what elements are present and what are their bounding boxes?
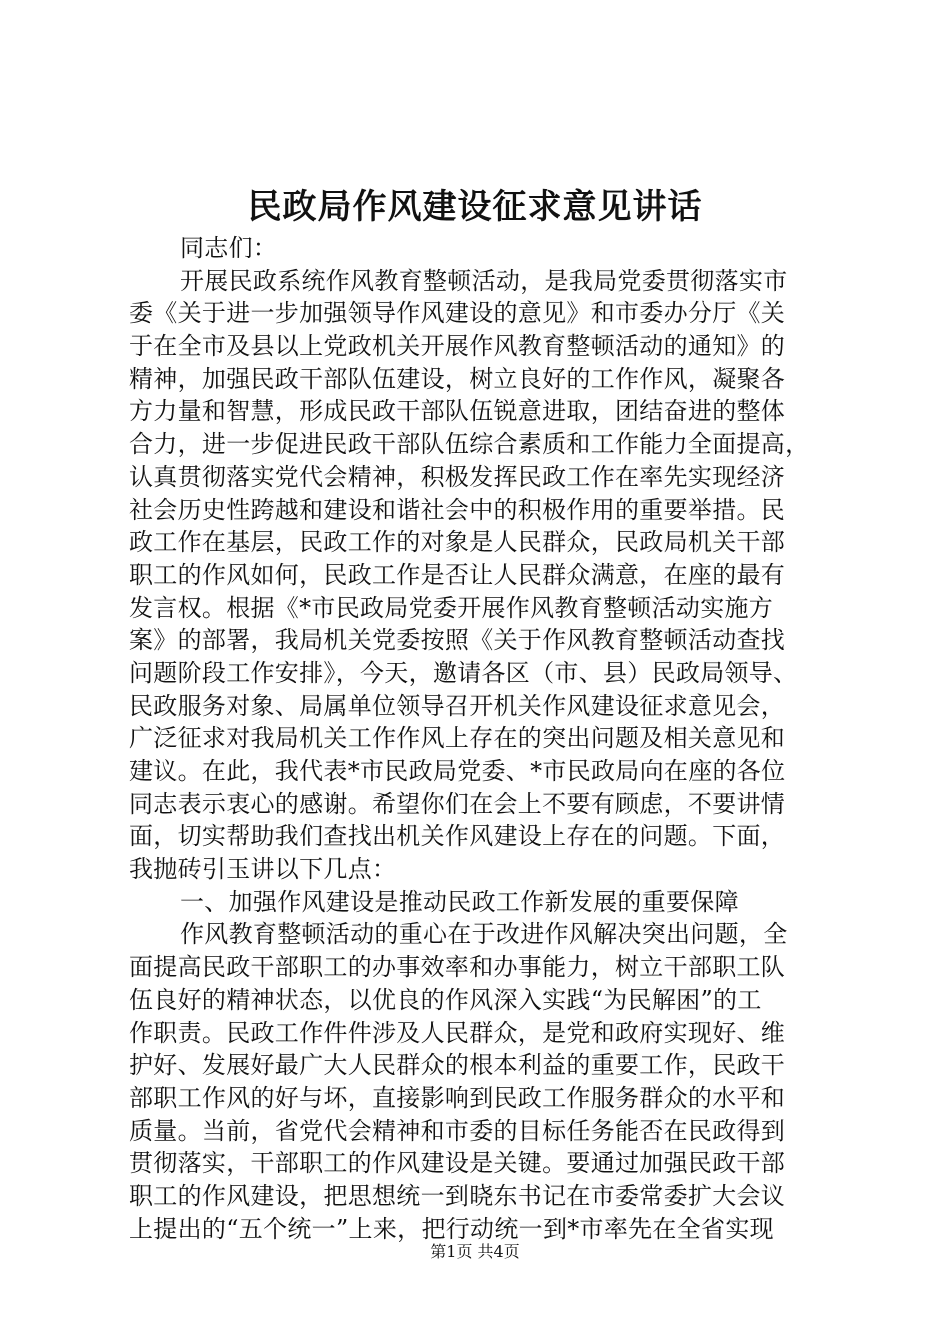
body-line: 伍良好的精神状态，以优良的作风深入实践“为民解困”的工: [129, 985, 762, 1014]
body-line: 于在全市及县以上党政机关开展作风教育整顿活动的通知》的: [129, 332, 786, 361]
body-line: 民政服务对象、局属单位领导召开机关作风建设征求意见会，: [129, 691, 786, 720]
body-line: 我抛砖引玉讲以下几点：: [129, 855, 397, 884]
body-line: 合力，进一步促进民政干部队伍综合素质和工作能力全面提高，: [129, 430, 810, 459]
document-body: [129, 232, 829, 1245]
body-line: 职工的作风如何，民政工作是否让人民群众满意，在座的最有: [129, 560, 786, 589]
body-line: 认真贯彻落实党代会精神，积极发挥民政工作在率先实现经济: [129, 462, 786, 491]
body-line: 面，切实帮助我们查找出机关作风建设上存在的问题。下面，: [129, 822, 786, 851]
document-title: 民政局作风建设征求意见讲话: [247, 187, 703, 227]
body-line: 政工作在基层，民政工作的对象是人民群众，民政局机关干部: [129, 528, 786, 557]
body-line: 同志表示衷心的感谢。希望你们在会上不要有顾虑，不要讲情: [129, 789, 786, 818]
body-line: 质量。当前，省党代会精神和市委的目标任务能否在民政得到: [129, 1116, 786, 1145]
page-footer: 第1页 共4页: [430, 1242, 520, 1261]
body-line: 职工的作风建设，把思想统一到晓东书记在市委常委扩大会议: [129, 1181, 786, 1210]
body-line: 作职责。民政工作件件涉及人民群众，是党和政府实现好、维: [129, 1018, 786, 1047]
body-line: 委《关于进一步加强领导作风建设的意见》和市委办分厅《关: [129, 299, 786, 328]
body-line: 贯彻落实，干部职工的作风建设是关键。要通过加强民政干部: [129, 1149, 786, 1178]
body-line: 上提出的“五个统一”上来，把行动统一到*市率先在全省实现: [129, 1214, 774, 1243]
body-line: 问题阶段工作安排》，今天，邀请各区（市、县）民政局领导、: [129, 658, 798, 687]
body-line: 方力量和智慧，形成民政干部队伍锐意进取，团结奋进的整体: [129, 397, 786, 426]
body-line: 同志们：: [180, 234, 278, 262]
body-line: 部职工作风的好与坏，直接影响到民政工作服务群众的水平和: [129, 1083, 786, 1112]
body-line: 一、加强作风建设是推动民政工作新发展的重要保障: [180, 887, 739, 916]
body-line: 广泛征求对我局机关工作作风上存在的突出问题及相关意见和: [129, 724, 786, 753]
body-line: 护好、发展好最广大人民群众的根本利益的重要工作，民政干: [129, 1051, 786, 1080]
body-line: 开展民政系统作风教育整顿活动，是我局党委贯彻落实市: [180, 266, 788, 295]
body-line: 建议。在此，我代表*市民政局党委、*市民政局向在座的各位: [129, 757, 786, 785]
body-line: 面提高民政干部职工的办事效率和办事能力，树立干部职工队: [129, 953, 786, 982]
body-line: 案》的部署，我局机关党委按照《关于作风教育整顿活动查找: [129, 626, 786, 655]
body-line: 社会历史性跨越和建设和谐社会中的积极作用的重要举措。民: [129, 495, 786, 524]
body-line: 作风教育整顿活动的重心在于改进作风解决突出问题，全: [180, 920, 788, 949]
body-line: 精神，加强民政干部队伍建设，树立良好的工作作风，凝聚各: [129, 364, 786, 393]
body-line: 发言权。根据《*市民政局党委开展作风教育整顿活动实施方: [129, 593, 774, 622]
